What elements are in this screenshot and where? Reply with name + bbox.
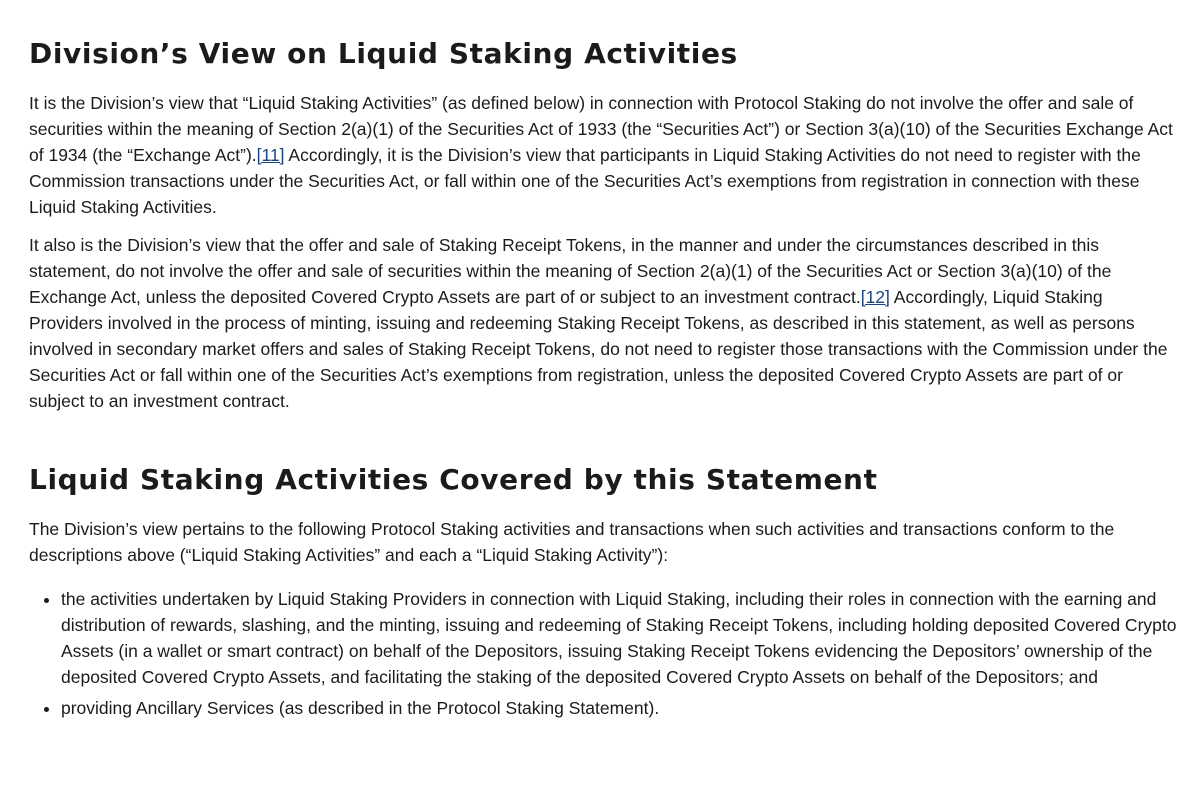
section-heading-divisions-view: Division’s View on Liquid Staking Activities (29, 37, 738, 70)
footnote-link-11[interactable]: [11] (256, 145, 285, 165)
activities-list (29, 586, 1178, 721)
paragraph-divisions-view (29, 90, 1178, 220)
paragraph-text: Accordingly, it is the Division’s view that participants in Liquid Staking Activities do not need to register with the Commission transactions under the Securities Act, or fall within one of the Securities Act’s exemptions from registration in connection with these Liquid Staking Activities. (29, 145, 1141, 217)
list-item: • providing Ancillary Services (as described in the Protocol Staking Statement). (61, 695, 1178, 721)
list-item: • the activities undertaken by Liquid Staking Providers in connection with Liquid Staking, including their roles in connection with the earning and distribution of rewards, slashing, and the minting, issuing and redeeming of Staking Receipt Tokens, including holding deposited Covered Crypto Assets (in a wallet or smart contract) on behalf of the Depositors, issuing Staking Receipt Tokens evidencing the Depositors’ ownership of the deposited Covered Crypto Assets, and facilitating the staking of the deposited Covered Crypto Assets on behalf of the Depositors; and (61, 586, 1178, 690)
paragraph-staking-receipt-tokens (29, 232, 1178, 414)
paragraph-text: It also is the Division’s view that the offer and sale of Staking Receipt Tokens, in the manner and under the circumstances described in this statement, do not involve the offer and sale of securities within the meaning of Section 2(a)(1) of the Securities Act or Section 3(a)(10) of the Exchange Act, unless the deposited Covered Crypto Assets are part of or subject to an investment contract. (29, 235, 1112, 307)
section-heading-activities-covered: Liquid Staking Activities Covered by this Statement (29, 463, 878, 496)
paragraph-text: Accordingly, Liquid Staking Providers involved in the process of minting, issuing and redeeming Staking Receipt Tokens, as described in this statement, as well as persons involved in secondary market offers and sales of Staking Receipt Tokens, do not need to register those transactions with the Commission under the Securities Act or fall within one of the Securities Act’s exemptions from registration, unless the deposited Covered Crypto Assets are part of or subject to an investment contract. (29, 287, 1168, 411)
footnote-link-12[interactable]: [12] (860, 287, 890, 307)
paragraph-text: It is the Division’s view that “Liquid Staking Activities” (as defined below) in connection with Protocol Staking do not involve the offer and sale of securities within the meaning of Section 2(a)(1) of the Securities Act of 1933 (the “Securities Act”) or Section 3(a)(10) of the Securities Exchange Act of 1934 (the “Exchange Act”). (29, 93, 1173, 165)
paragraph-activities-intro: The Division’s view pertains to the following Protocol Staking activities and transactions when such activities and transactions conform to the descriptions above (“Liquid Staking Activities” and each a “Liquid Staking Activity”): (29, 519, 1115, 565)
